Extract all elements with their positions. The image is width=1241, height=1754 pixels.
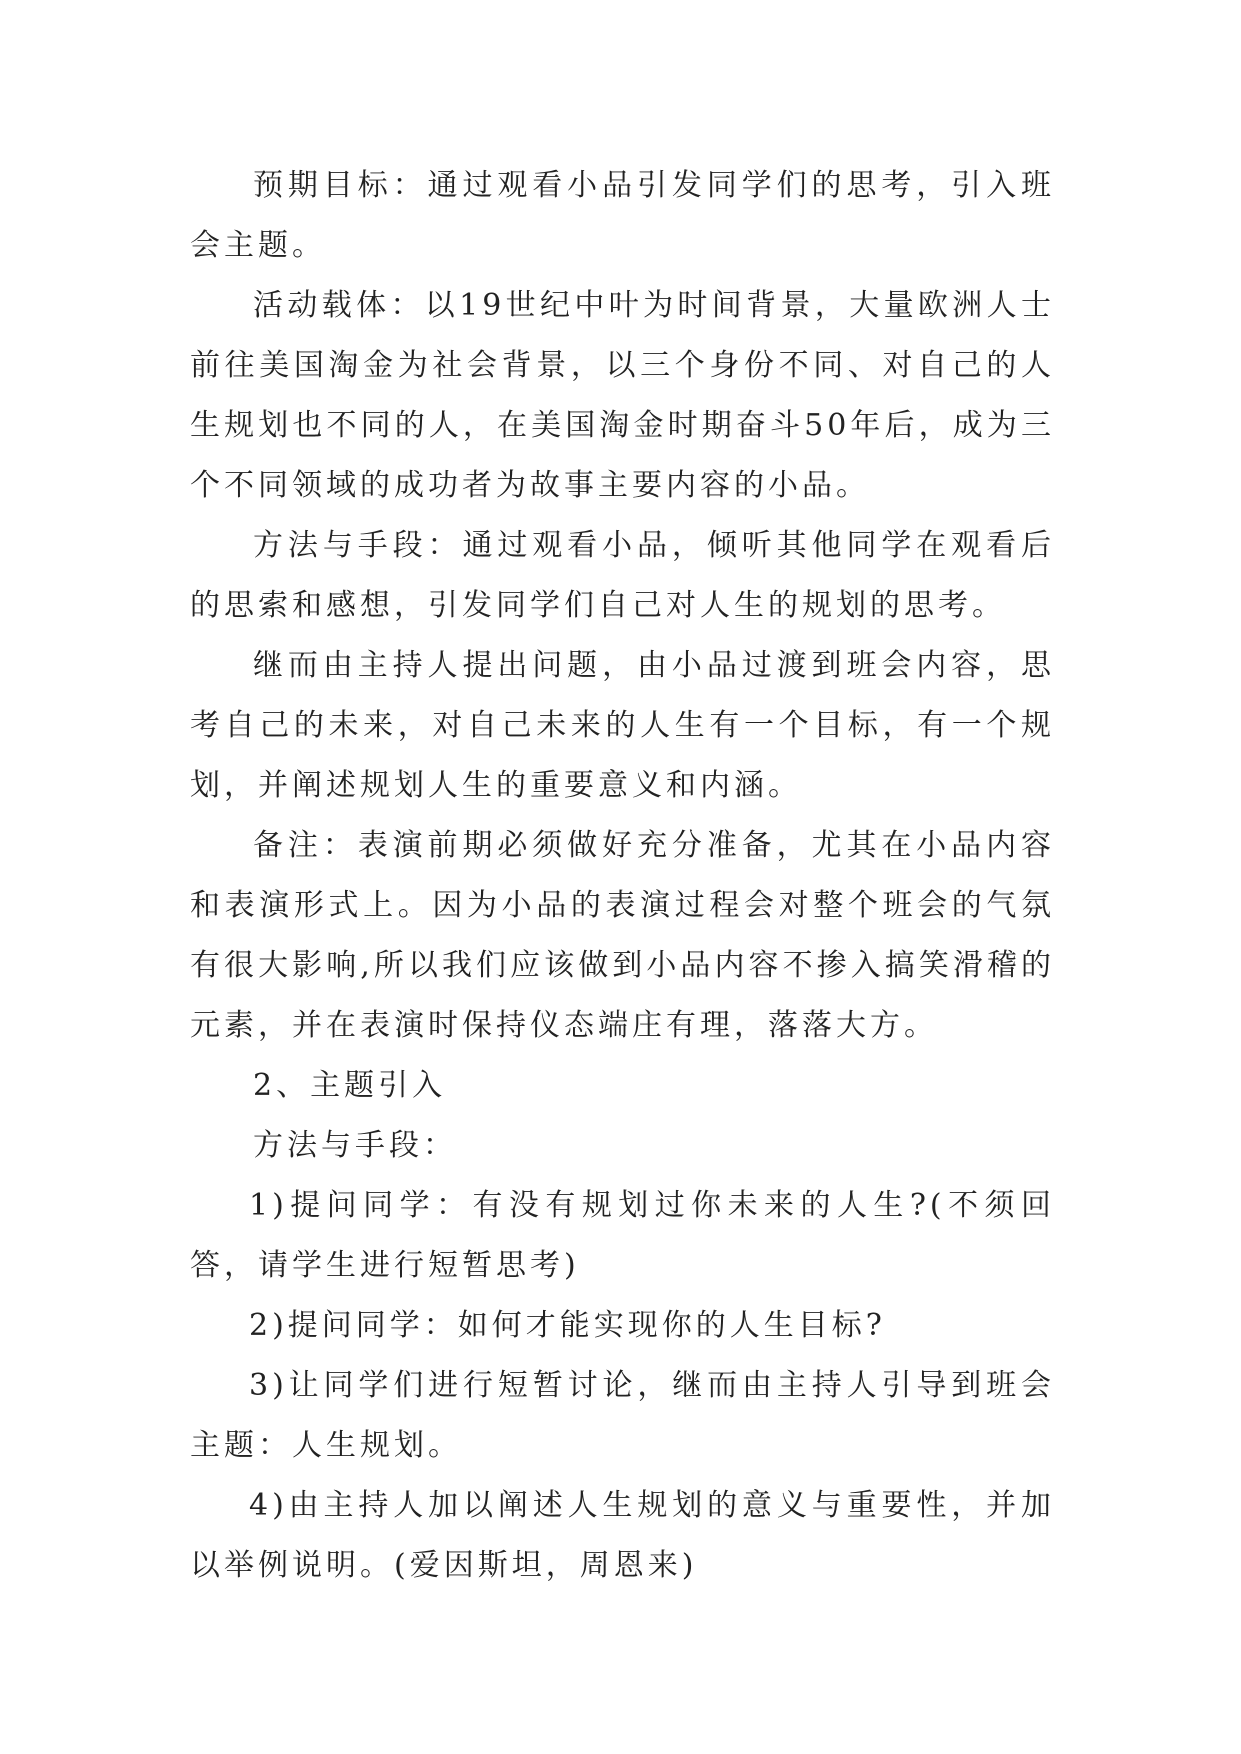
paragraph-host-question: 继而由主持人提出问题，由小品过渡到班会内容，思考自己的未来，对自己未来的人生有一个目标，有一个规划，并阐述规划人生的重要意义和内涵。 <box>190 648 1055 803</box>
list-item-explanation-4: 4)由主持人加以阐述人生规划的意义与重要性，并加以举例说明。(爱因斯坦，周恩来) <box>190 1488 1055 1583</box>
list-item-question-2: 2)提问同学：如何才能实现你的人生目标? <box>249 1308 886 1343</box>
paragraph-activity-carrier: 活动载体：以19世纪中叶为时间背景，大量欧洲人士前往美国淘金为社会背景，以三个身份不同、对自己的人生规划也不同的人，在美国淘金时期奋斗50年后，成为三个不同领域的成功者为故事主要内容的小品。 <box>190 288 1055 503</box>
paragraph-method-means-label: 方法与手段： <box>253 1128 457 1163</box>
document-body <box>190 156 1055 1596</box>
paragraph-remark: 备注：表演前期必须做好充分准备，尤其在小品内容和表演形式上。因为小品的表演过程会对整个班会的气氛有很大影响,所以我们应该做到小品内容不掺入搞笑滑稽的元素，并在表演时保持仪态端庄有理，落落大方。 <box>190 828 1055 1043</box>
section-heading-theme-intro: 2、主题引入 <box>253 1068 447 1103</box>
list-item-question-1: 1)提问同学：有没有规划过你未来的人生?(不须回答，请学生进行短暂思考) <box>190 1188 1055 1283</box>
paragraph-expected-goal: 预期目标：通过观看小品引发同学们的思考，引入班会主题。 <box>190 168 1055 263</box>
list-item-discussion-3: 3)让同学们进行短暂讨论，继而由主持人引导到班会主题：人生规划。 <box>190 1368 1055 1463</box>
paragraph-method-means: 方法与手段：通过观看小品，倾听其他同学在观看后的思索和感想，引发同学们自己对人生的规划的思考。 <box>190 528 1055 623</box>
